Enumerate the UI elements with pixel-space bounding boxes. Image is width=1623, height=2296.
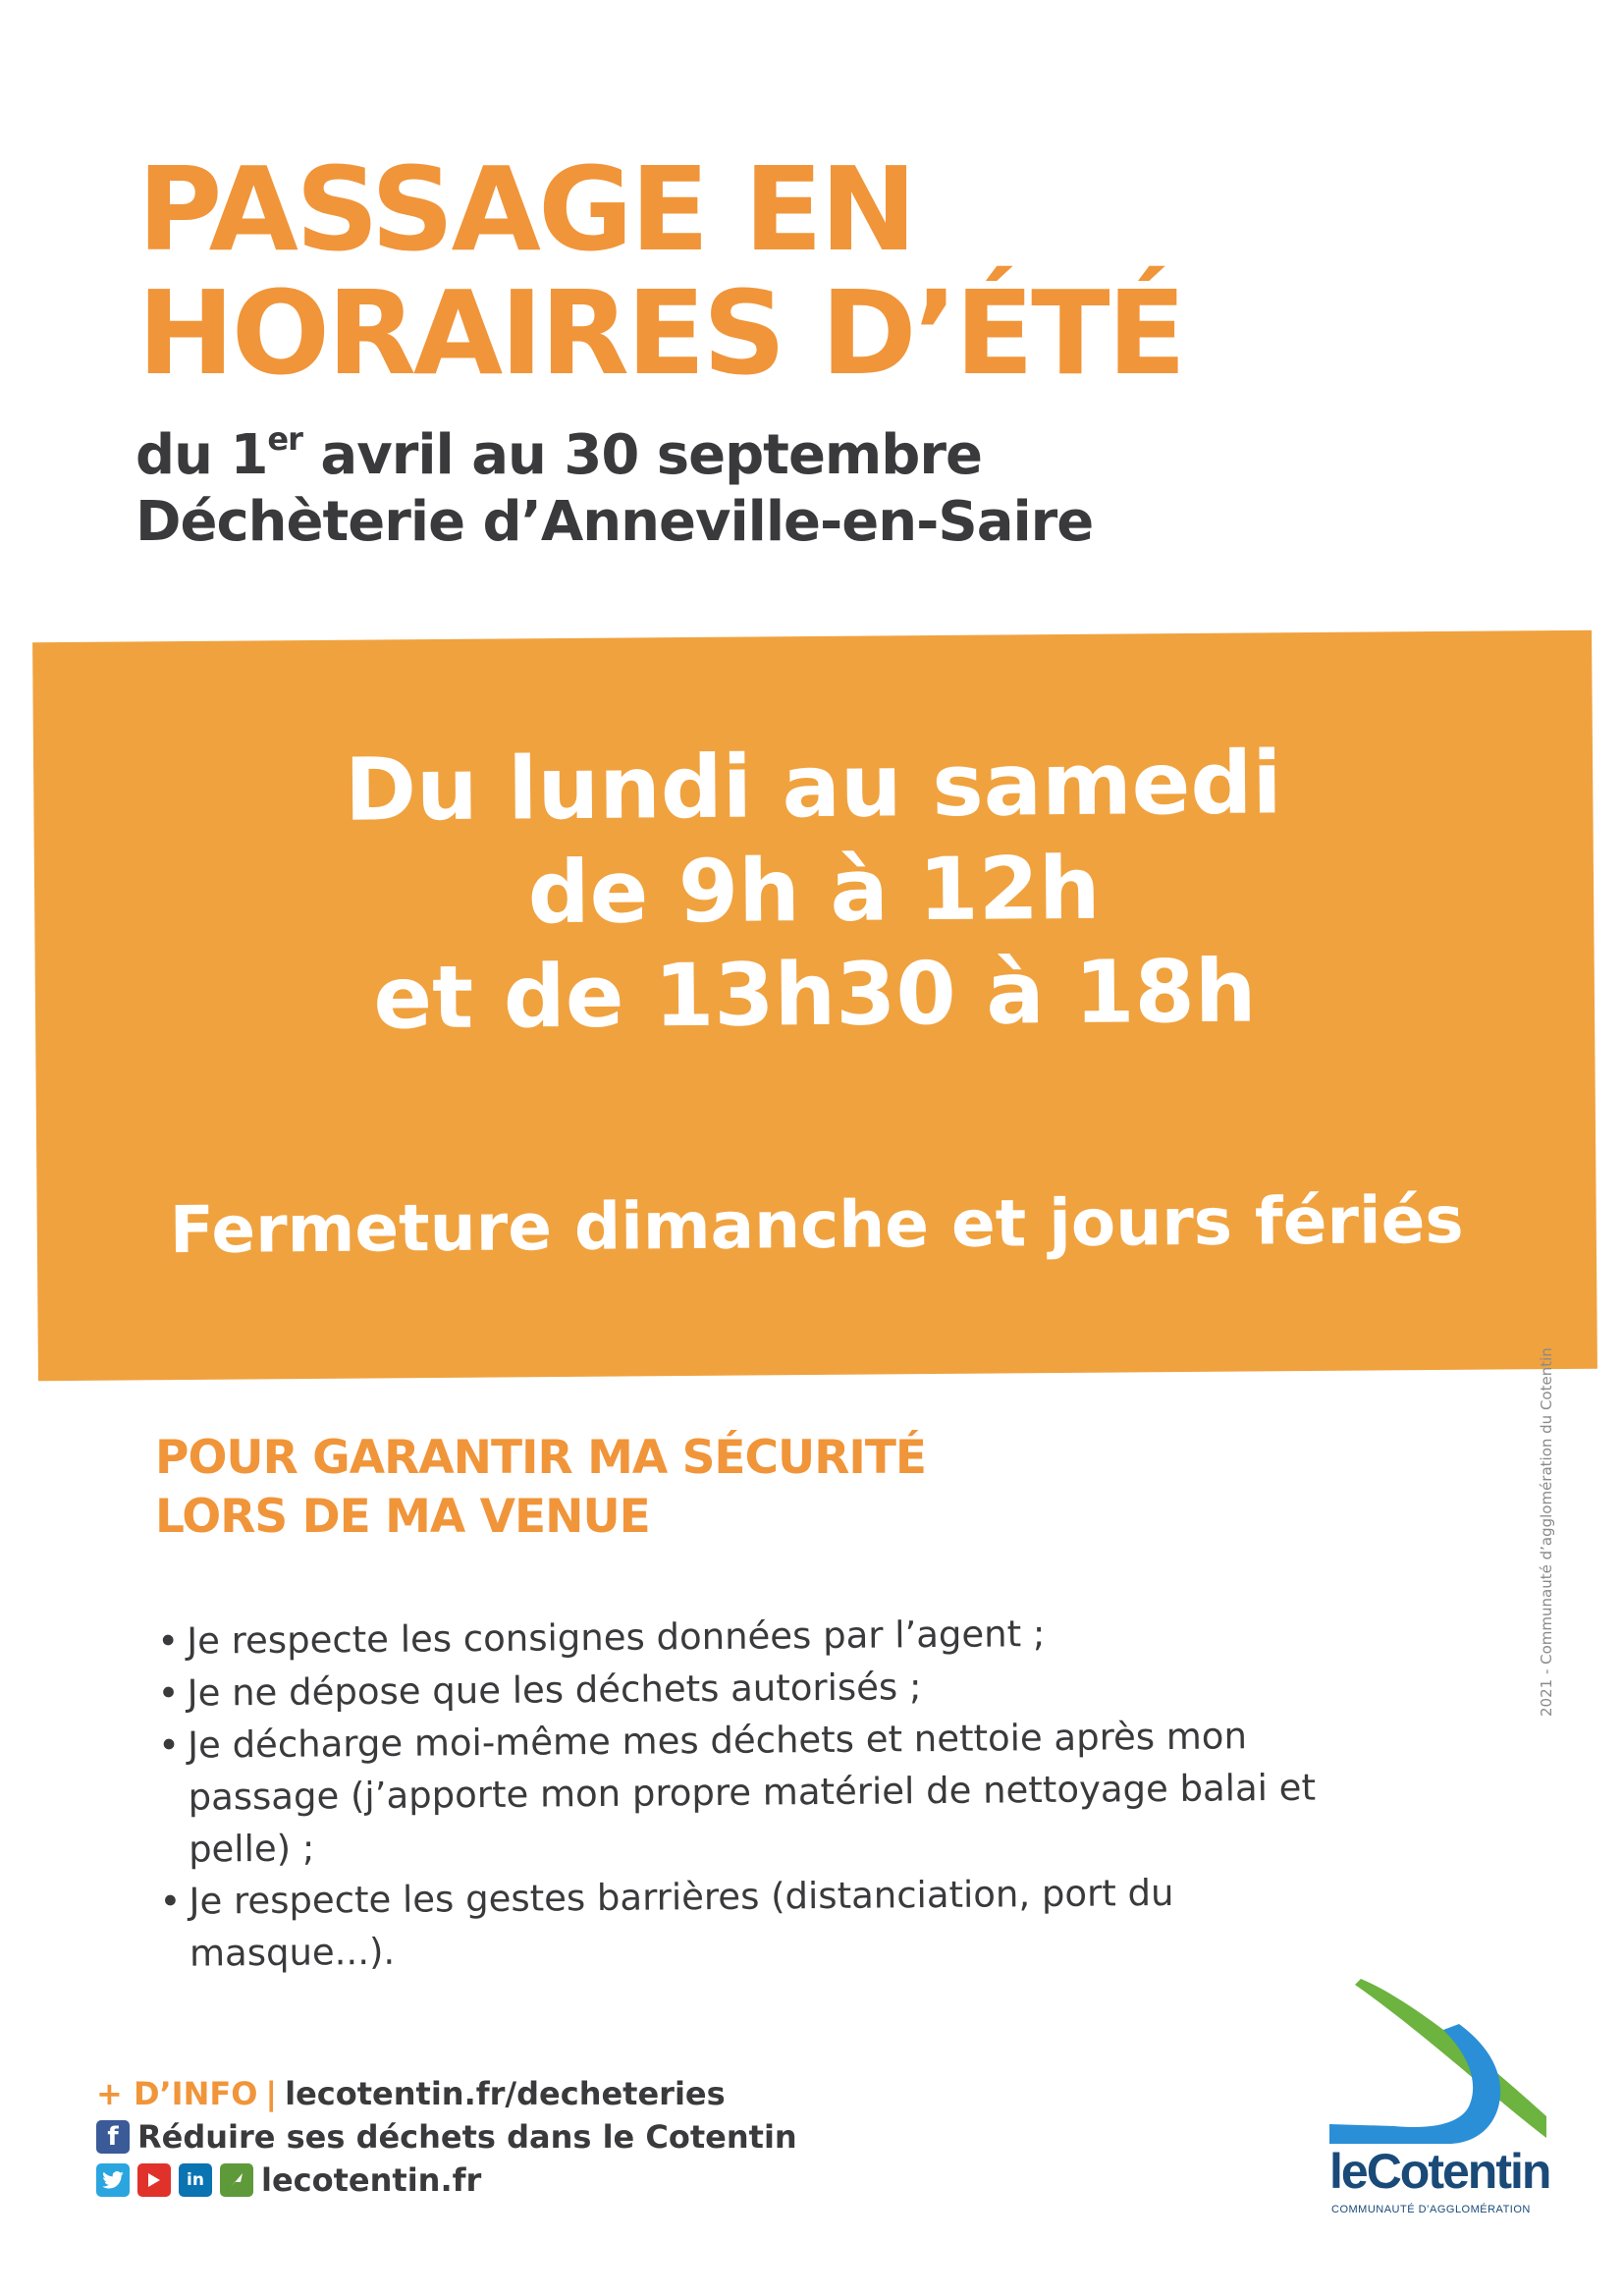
security-heading-line-1: POUR GARANTIR MA SÉCURITÉ [155,1431,927,1485]
hours-line-afternoon: et de 13h30 à 18h [372,940,1257,1049]
subtitle [135,422,1093,556]
rule-text: Je décharge moi-même mes déchets et nettoie après mon passage (j’apporte mon propre matériel de nettoyage balai et pelle) ; [187,1715,1317,1871]
schedule-box [32,630,1597,1381]
opening-hours [33,729,1595,1053]
bullet-icon: • [157,1723,181,1767]
period-suffix: avril au 30 septembre [301,423,982,487]
facebook-row [96,2115,797,2159]
title-line-2: HORAIRES D’ÉTÉ [137,265,1184,401]
grain-icon[interactable] [220,2163,253,2197]
page-title [137,141,1184,401]
info-row [96,2072,797,2115]
info-link[interactable]: lecotentin.fr/decheteries [285,2075,726,2112]
rule-text: Je ne dépose que les déchets autorisés ; [187,1666,922,1715]
website-link[interactable]: lecotentin.fr [261,2161,482,2199]
linkedin-icon[interactable]: in [179,2163,212,2197]
list-item [149,1866,1328,1980]
footer-info [96,2072,797,2202]
twitter-icon[interactable] [96,2163,130,2197]
lecotentin-logo [1325,1979,1551,2224]
safety-rules-list [147,1606,1328,1980]
location-line: Déchèterie d’Anneville-en-Saire [135,490,1094,554]
title-line-1: PASSAGE EN [137,141,914,277]
security-heading [155,1429,926,1547]
hours-line-morning: de 9h à 12h [527,837,1101,944]
rule-text: Je respecte les gestes barrières (distanciation, port du masque...). [189,1871,1174,1975]
period-prefix: du 1 [135,423,268,487]
period-line [135,422,1093,489]
hours-line-days: Du lundi au samedi [344,732,1282,841]
bullet-icon: • [159,1880,182,1923]
bullet-icon: • [157,1671,180,1715]
social-row [96,2159,797,2202]
logo-tagline: COMMUNAUTÉ D’AGGLOMÉRATION [1331,2204,1531,2215]
youtube-icon[interactable] [137,2163,171,2197]
facebook-icon[interactable]: f [96,2120,130,2154]
facebook-page-link[interactable]: Réduire ses déchets dans le Cotentin [137,2118,797,2156]
closure-notice: Fermeture dimanche et jours fériés [169,1181,1464,1269]
rule-text: Je respecte les consignes données par l’agent ; [187,1613,1046,1663]
copyright-credit: 2021 - Communauté d’agglomération du Cotentin [1538,1347,1555,1717]
logo-mark-icon [1325,1979,1551,2146]
info-separator: | [265,2075,278,2112]
list-item [148,1710,1327,1876]
security-heading-line-2: LORS DE MA VENUE [155,1490,650,1544]
bullet-icon: • [157,1619,180,1663]
info-label: + D’INFO [96,2075,258,2112]
period-superscript: er [267,420,302,458]
logo-name: leCotentin [1329,2144,1550,2199]
